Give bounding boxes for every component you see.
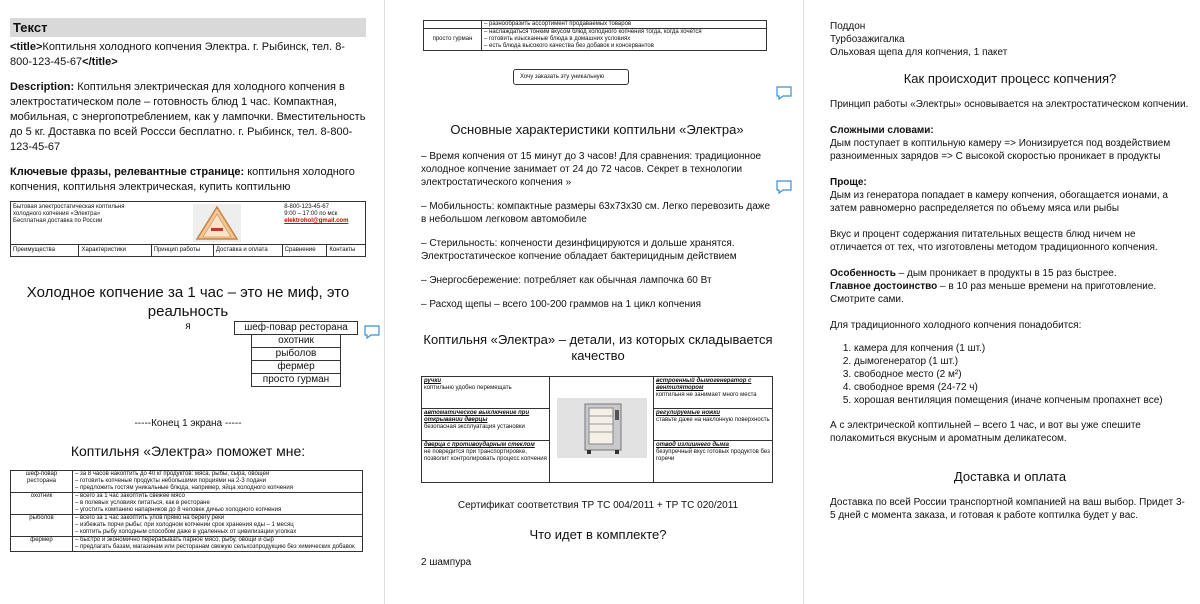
audience-table	[10, 470, 363, 552]
nav-item[interactable]: Характеристики	[79, 245, 151, 257]
complex-explanation: Сложными словами: Дым поступает в коптильную камеру => Ионизируется под воздействием разноименных зарядов => С высокой скоростью проникает в продукты	[830, 125, 1171, 162]
table-row: фермер – быстро и экономично перерабывать парное мясо, рыбу, овощи и сыр – предлагать базам, магазинам или ресторанам свежую сельхозпродукцию без химических добавок	[11, 537, 363, 552]
traditional-intro: Для традиционного холодного копчения понадобится:	[830, 320, 1082, 331]
option-chef[interactable]: шеф-повар ресторана	[234, 321, 358, 335]
nav-item[interactable]: Сравнение	[282, 245, 327, 257]
spec-item: – Время копчения от 15 минут до 3 часов! Для сравнения: традиционное холодное копчение занимает от 24 до 72 часов. Секрет в технологии электростатического копчения »	[421, 151, 762, 188]
option-farmer[interactable]: фермер	[251, 360, 341, 374]
details-table: ручки коптильню удобно перемещать встроенный дымогенератор с вентилятором коптильня не занимает много места автоматическое выключение при открывании дверцы безопасная эксплуатация установки регулируемые ножки ставьте даже на наклонную поверхность дверца с противоударным стеклом не повредится при транспортировке, позволит контролировать процесс копчения отвод излишнего дыма безупречный вкус готовых продуктов без горечи	[421, 376, 773, 483]
traditional-list	[830, 342, 1190, 407]
comment-icon[interactable]	[776, 86, 792, 100]
table-row: шеф-повар ресторана – за 8 часов накоптить до 40 кг продуктов: мяса, рыбы, сыра, овощей – готовить копченые продукты небольшими порциями на 2-3 подачи – предложить гостям уникальные блюда, например, яйца холодного копчения	[11, 471, 363, 493]
electric-text: А с электрической коптильней – всего 1 час, и вот вы уже спешите полакомиться вкусным и ароматным деликатесом.	[830, 420, 1141, 444]
nav-item[interactable]: Преимущества	[11, 245, 79, 257]
option-fisher[interactable]: рыболов	[251, 347, 341, 361]
comment-icon[interactable]	[364, 325, 380, 339]
seo-title: <title>Коптильня холодного копчения Электра. г. Рыбинск, тел. 8-800-123-45-67</title>	[10, 41, 345, 68]
table-row: охотник – всего за 1 час закоптить свежее мясо – в полевых условиях питаться, как в ресторане – угостить компанию напарников до 8 человек дичью холодного копчения	[11, 493, 363, 515]
help-title: Коптильня «Электра» поможет мне:	[70, 443, 306, 459]
audience-table-continued	[423, 20, 767, 51]
list-item: 4. свободное время (24-72 ч)	[854, 381, 1190, 394]
hero-title: Холодное копчение за 1 час – это не миф, это реальность	[26, 284, 350, 320]
simple-explanation: Проще: Дым из генератора попадает в камеру копчения, обогащается ионами, а затем равномерно распределяется по объему мяса или рыбы	[830, 177, 1168, 214]
specs-title: Основные характеристики коптильни «Электра»	[450, 122, 744, 137]
table-row: – разнообразить ассортимент продаваемых товаров	[424, 21, 767, 29]
list-item: 2. дымогенератор (1 шт.)	[854, 355, 1190, 368]
order-button[interactable]: Хочу заказать эту уникальную	[513, 69, 629, 85]
text-header: Текст	[10, 18, 366, 37]
taste-text: Вкус и процент содержания питательных веществ блюд ничем не отличается от тех, что изготовлены методом традиционного копчения.	[830, 229, 1158, 253]
table-row: просто гурман – наслаждаться тонким вкусом блюд холодного копчения тогда, когда хочется – готовить изысканные блюда в домашних условиях – есть блюда высокого качества без добавок и консервантов	[424, 29, 767, 51]
certificate: Сертификат соответствия ТР ТС 004/2011 + ТР ТС 020/2011	[457, 500, 739, 511]
option-gourmet[interactable]: просто гурман	[251, 373, 341, 387]
logo-icon	[193, 204, 241, 242]
delivery-title: Доставка и оплата	[953, 469, 1067, 484]
nav-item[interactable]: Принцип работы	[151, 245, 213, 257]
advantages: Особенность – дым проникает в продукты в 15 раз быстрее. Главное достоинство – в 10 раз меньше времени на приготовление. Смотрите сами.	[830, 268, 1157, 305]
end-marker: -----Конец 1 экрана -----	[134, 418, 242, 429]
list-item: 1. камера для копчения (1 шт.)	[854, 342, 1190, 355]
list-item: 5. хорошая вентиляция помещения (иначе копченым пропахнет все)	[854, 394, 1190, 407]
page-3	[812, 0, 1200, 604]
details-title: Коптильня «Электра» – детали, из которых складывается качество	[423, 332, 773, 363]
kit-list-continued: Поддон Турбозажигалка Ольховая щепа для копчения, 1 пакет	[830, 21, 1008, 58]
nav-item[interactable]: Доставка и оплата	[213, 245, 282, 257]
spec-item: – Энергосбережение: потребляет как обычная лампочка 60 Вт	[421, 275, 712, 286]
email-link[interactable]: elektrohol@gmail.com	[284, 218, 349, 224]
spec-item: – Стерильность: копчености дезинфицируются и дольше хранятся. Электростатическое копчение обладает бактерицидным действием	[421, 238, 737, 262]
process-title: Как происходит процесс копчения?	[903, 71, 1117, 86]
seo-description: Description: Коптильня электрическая для холодного копчения в электростатическом поле – готовность блюд 1 час. Компактная, мобильная, с энергопотреблением, как у лампочки. Вместительность до 5 кг. Доставка по всей Россси бесплатно. г. Рыбинск, тел. 8-800-123-45-67	[10, 81, 366, 153]
list-item: 3. свободное место (2 м²)	[854, 368, 1190, 381]
spec-item: – Расход щепы – всего 100-200 граммов на 1 цикл копчения	[421, 299, 702, 310]
nav-item[interactable]: Контакты	[327, 245, 366, 257]
table-row: рыболов – всего за 1 час закоптить улов прямо на берегу реки – избежать порчи рыбы: при холодном копчении срок хранения еды – 1 месяц – коптить рыбу холодным способом даже в удаленных от цивилизации уголках	[11, 515, 363, 537]
option-hunter[interactable]: охотник	[251, 334, 341, 348]
page-2	[384, 0, 804, 604]
principle-text: Принцип работы «Электры» основывается на электростатическом копчении.	[830, 99, 1189, 110]
seo-keywords: Ключевые фразы, релевантные странице: коптильня холодного копчения, коптильня электрическая, купить коптильню	[10, 166, 355, 193]
smokehouse-photo	[557, 398, 647, 458]
kit-item: 2 шампура	[421, 557, 472, 568]
delivery-text: Доставка по всей России транспортной компанией на ваш выбор. Придет 3-5 дней с момента заказа, и готовая к работе коптилка будет у вас.	[830, 497, 1185, 521]
kit-title: Что идет в комплекте?	[529, 527, 667, 542]
audience-selector	[234, 322, 358, 387]
hero-subtext: я	[185, 321, 191, 332]
header-mockup: Бытовая электростатическая коптильня холодного копчения «Электра» Бесплатная доставка по России 8-800-123-45-67 9:00 – 17:00 по мск elektrohol@gmail.com Преимущества Характеристики Принцип работы Доставка и оплата Сравнение Контакты	[10, 201, 366, 257]
comment-icon[interactable]	[776, 180, 792, 194]
spec-item: – Мобильность: компактные размеры 63х73х30 см. Легко перевозить даже в небольшом легковом автомобиле	[421, 201, 771, 225]
